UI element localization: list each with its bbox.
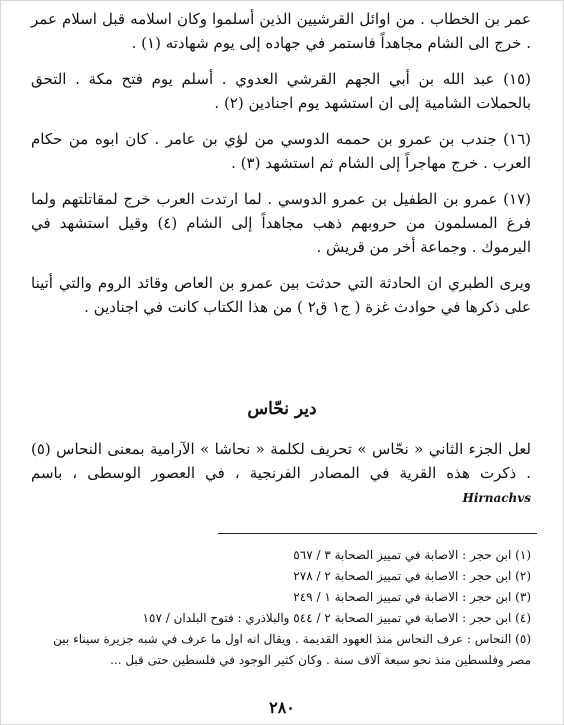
footnote-3: (٣) ابن حجر : الاصابة في تمييز الصحابة ١ / ٢٤٩ — [293, 590, 531, 604]
footnote-2: (٢) ابن حجر : الاصابة في تمييز الصحابة ٢ / ٢٧٨ — [293, 569, 531, 583]
footnote-4: (٤) ابن حجر : الاصابة في تمييز الصحابة ٢ / ٥٤٤ والبلاذري : فتوح البلدان / ١٥٧ — [142, 611, 531, 625]
footnote-divider — [218, 533, 537, 534]
page-number: ٢٨٠ — [269, 698, 295, 717]
latin-place-name: Hirnachvs — [462, 491, 531, 505]
paragraph-continuation: عمر بن الخطاب . من اوائل القرشيين الذين أسلموا وكان اسلامه قبل اسلام عمر . خرج الى الشام مجاهداً فاستمر في جهاده إلى يوم شهادته (١) . — [31, 10, 531, 52]
paragraph-tabari-note: ويرى الطبري ان الحادثة التي حدثت بين عمرو بن العاص وقائد الروم والتي أتينا على ذكرها في حوادث غزة ( ج١ ق٢ ) من هذا الكتاب كانت في اجنادين . — [31, 274, 531, 316]
paragraph-entry-16: (١٦) جندب بن عمرو بن حممه الدوسي من لؤي بن عامر . كان ابوه من حكام العرب . خرج مهاجراً إلى الشام ثم استشهد (٣) . — [31, 130, 531, 172]
footnote-5: (٥) النحاس : عرف النحاس منذ العهود القديمة . ويقال انه اول ما عرف في شبه جزيرة سيناء بين مصر وفلسطين منذ نحو سبعة آلاف سنة . وكان كثير الوجود في فلسطين حتى قبل ... — [53, 632, 531, 667]
section-heading: دير نحّاس — [247, 399, 317, 419]
section-paragraph — [31, 437, 531, 510]
footnotes-block — [31, 545, 531, 671]
paragraph-entry-15: (١٥) عبد الله بن أبي الجهم القرشي العدوي . أسلم يوم فتح مكة . التحق بالحملات الشامية إلى ان استشهد يوم اجنادين (٢) . — [31, 70, 531, 112]
section-paragraph-text: لعل الجزء الثاني « نحّاس » تحريف لكلمة « نحاشا » الآرامية بمعنى النحاس (٥) . ذكرت هذه القرية في المصادر الفرنجية ، في العصور الوسطى ، باسم — [31, 440, 531, 482]
main-text-block — [31, 7, 531, 319]
section-text-block — [31, 437, 531, 510]
paragraph-entry-17: (١٧) عمرو بن الطفيل بن عمرو الدوسي . لما ارتدت العرب خرج لمقاتلتهم ولما فرغ المسلمون من حروبهم ذهب مجاهداً إلى الشام (٤) وقيل استشهد في اليرموك . وجماعة أخر من قريش . — [31, 190, 531, 256]
footnote-1: (١) ابن حجر : الاصابة في تمييز الصحابة ٣ / ٥٦٧ — [293, 548, 531, 562]
